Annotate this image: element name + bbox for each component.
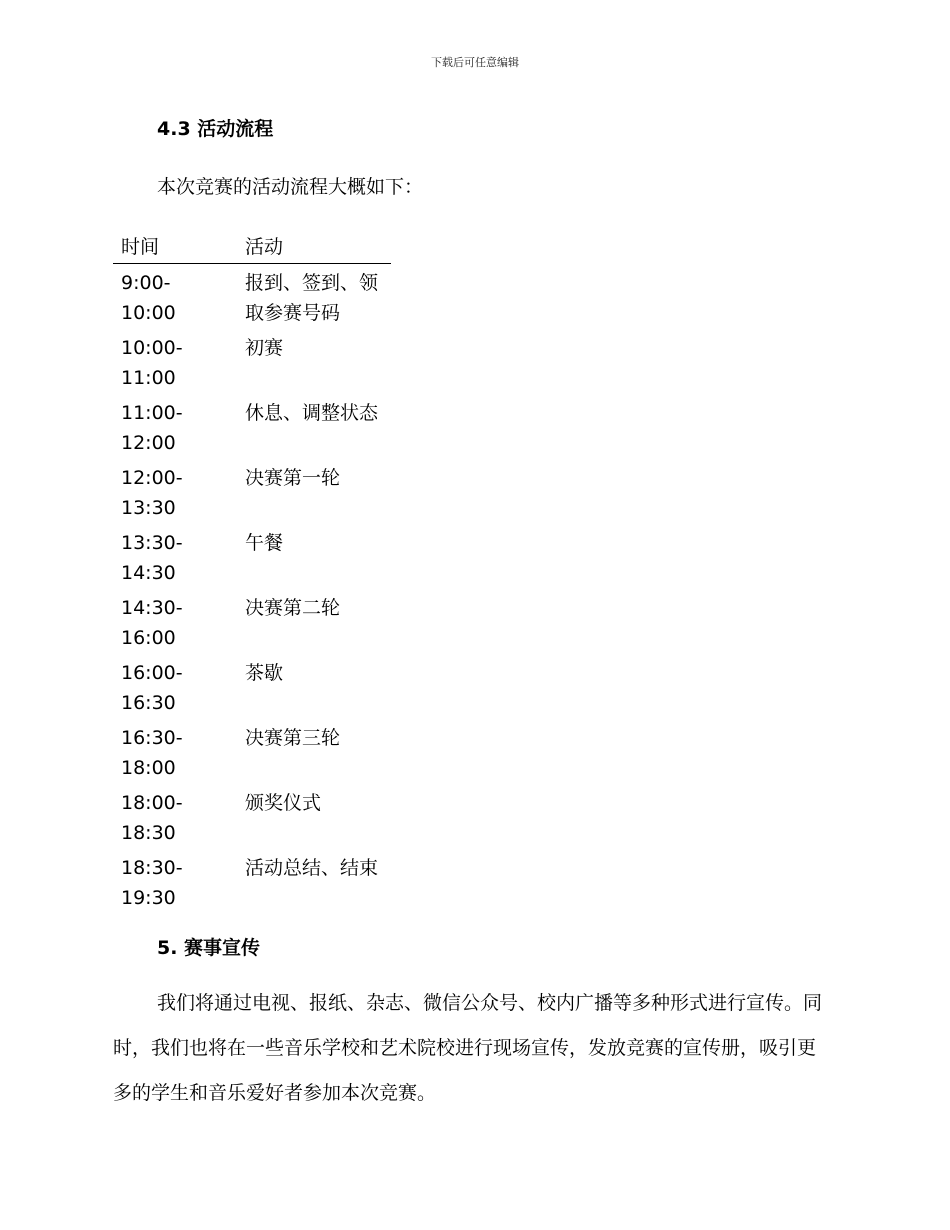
activity-cell: 决赛第二轮: [245, 597, 341, 619]
table-row: [113, 331, 391, 396]
table-row: [113, 461, 391, 526]
time-cell: [113, 721, 237, 786]
time-end: 12:00: [121, 432, 176, 454]
activity-cell: 茶歇: [245, 662, 284, 684]
activity-cell: 活动总结、结束: [245, 857, 379, 879]
table-row: [113, 656, 391, 721]
time-end: 13:30: [121, 497, 176, 519]
schedule-table: [113, 232, 391, 916]
table-row: [113, 851, 391, 916]
time-cell: [113, 396, 237, 461]
schedule-header-row: [113, 232, 391, 264]
table-row: [113, 264, 391, 332]
time-cell: [113, 591, 237, 656]
table-row: [113, 786, 391, 851]
column-header-time: 时间: [113, 232, 237, 264]
time-start: 18:30-: [121, 857, 183, 879]
section-heading-5: 5. 赛事宣传: [157, 937, 261, 959]
activity-cell: 初赛: [245, 337, 284, 359]
time-start: 16:00-: [121, 662, 183, 684]
time-end: 16:30: [121, 692, 176, 714]
table-row: [113, 526, 391, 591]
time-end: 11:00: [121, 367, 176, 389]
time-start: 13:30-: [121, 532, 183, 554]
time-start: 18:00-: [121, 792, 183, 814]
table-row: [113, 591, 391, 656]
activity-cell: 午餐: [245, 532, 284, 554]
time-end: 18:30: [121, 822, 176, 844]
activity-cell: 决赛第三轮: [245, 727, 341, 749]
column-header-activity: 活动: [237, 232, 391, 264]
page-header: 下载后可任意编辑: [431, 56, 519, 69]
time-cell: [113, 526, 237, 591]
time-end: 18:00: [121, 757, 176, 779]
time-start: 11:00-: [121, 402, 183, 424]
time-start: 14:30-: [121, 597, 183, 619]
time-start: 12:00-: [121, 467, 183, 489]
time-cell: [113, 264, 237, 332]
section-heading-4-3: 4.3 活动流程: [157, 118, 274, 140]
time-cell: [113, 656, 237, 721]
table-row: [113, 721, 391, 786]
time-end: 16:00: [121, 627, 176, 649]
time-end: 10:00: [121, 302, 176, 324]
activity-cell: 报到、签到、领取参赛号码: [245, 272, 379, 324]
time-cell: [113, 786, 237, 851]
activity-cell: 休息、调整状态: [245, 402, 379, 424]
time-end: 14:30: [121, 562, 176, 584]
time-cell: [113, 851, 237, 916]
schedule-intro: 本次竞赛的活动流程大概如下：: [157, 176, 424, 198]
time-end: 19:30: [121, 887, 176, 909]
table-row: [113, 396, 391, 461]
time-start: 9:00-: [121, 272, 171, 294]
time-cell: [113, 461, 237, 526]
activity-cell: 决赛第一轮: [245, 467, 341, 489]
time-cell: [113, 331, 237, 396]
time-start: 16:30-: [121, 727, 183, 749]
time-start: 10:00-: [121, 337, 183, 359]
activity-cell: 颁奖仪式: [245, 792, 322, 814]
publicity-paragraph: 我们将通过电视、报纸、杂志、微信公众号、校内广播等多种形式进行宣传。同时，我们也将在一些音乐学校和艺术院校进行现场宣传，发放竞赛的宣传册，吸引更多的学生和音乐爱好者参加本次竞赛。: [113, 992, 823, 1104]
